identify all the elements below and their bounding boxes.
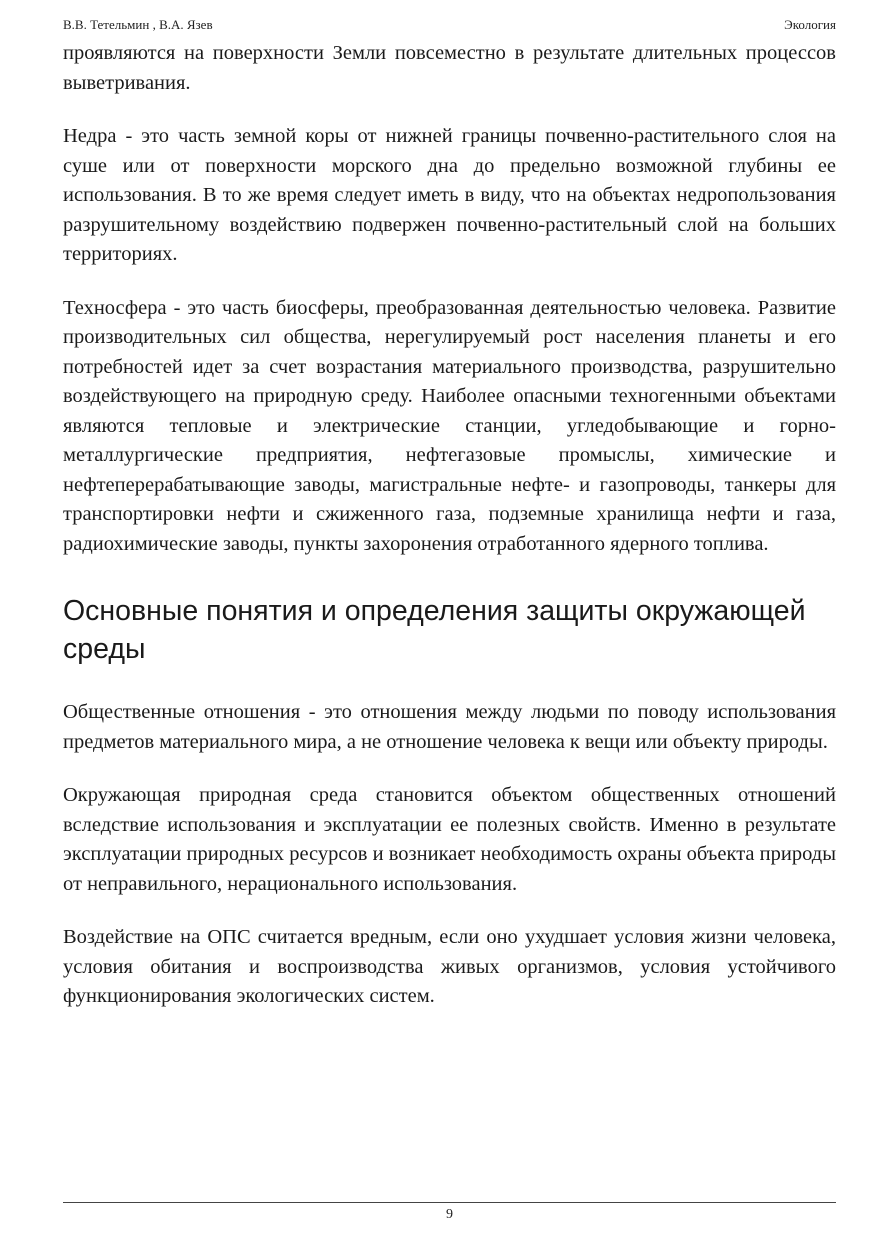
paragraph-technosphere-definition: Техносфера - это часть биосферы, преобразованная деятельностью человека. Развитие производительных сил общества, нерегулируемый рост населения планеты и его потребностей идет за счет возрастания материального производства, разрушительно воздействующего на природную среду. Наиболее опасными техногенными объектами являются тепловые и электрические станции, угледобывающие и горно-металлургические предприятия, нефтегазовые промыслы, химические и нефтеперерабатывающие заводы, магистральные нефте- и газопроводы, танкеры для транспортировки нефти и сжиженного газа, подземные хранилища нефти и газа, радиохимические заводы, пункты захоронения отработанного ядерного топлива. bbox=[63, 296, 836, 555]
paragraph-environment-object: Окружающая природная среда становится объектом общественных отношений вследствие использования и эксплуатации ее полезных свойств. Именно в результате эксплуатации природных ресурсов и возникает необходимость охраны объекта природы от неправильного, нерационального использования. bbox=[63, 784, 836, 895]
document-page bbox=[63, 0, 836, 1241]
header-subject: Экология bbox=[784, 17, 836, 32]
footer-divider bbox=[63, 1202, 836, 1203]
paragraph-nedra-definition: Недра - это часть земной коры от нижней границы почвенно-растительного слоя на суше или от поверхности морского дна до предельно возможной глубины ее использования. В то же время следует иметь в виду, что на объектах недропользования разрушительному воздействию подвержен почвенно-растительный слой на больших территориях. bbox=[63, 125, 836, 265]
paragraph-social-relations: Общественные отношения - это отношения между людьми по поводу использования предметов материального мира, а не отношение человека к вещи или объекту природы. bbox=[63, 701, 836, 753]
paragraph-harmful-impact: Воздействие на ОПС считается вредным, если оно ухудшает условия жизни человека, условия обитания и воспроизводства живых организмов, условия устойчивого функционирования экологических систем. bbox=[63, 926, 836, 1007]
page-number: 9 bbox=[446, 1207, 453, 1222]
header-authors: В.В. Тетельмин , В.А. Язев bbox=[63, 17, 213, 32]
paragraph-weathering-continuation: проявляются на поверхности Земли повсеместно в результате длительных процессов выветривания. bbox=[63, 42, 836, 94]
running-header bbox=[63, 17, 836, 33]
section-heading: Основные понятия и определения защиты окружающей среды bbox=[63, 595, 806, 665]
body-text bbox=[63, 39, 836, 1012]
